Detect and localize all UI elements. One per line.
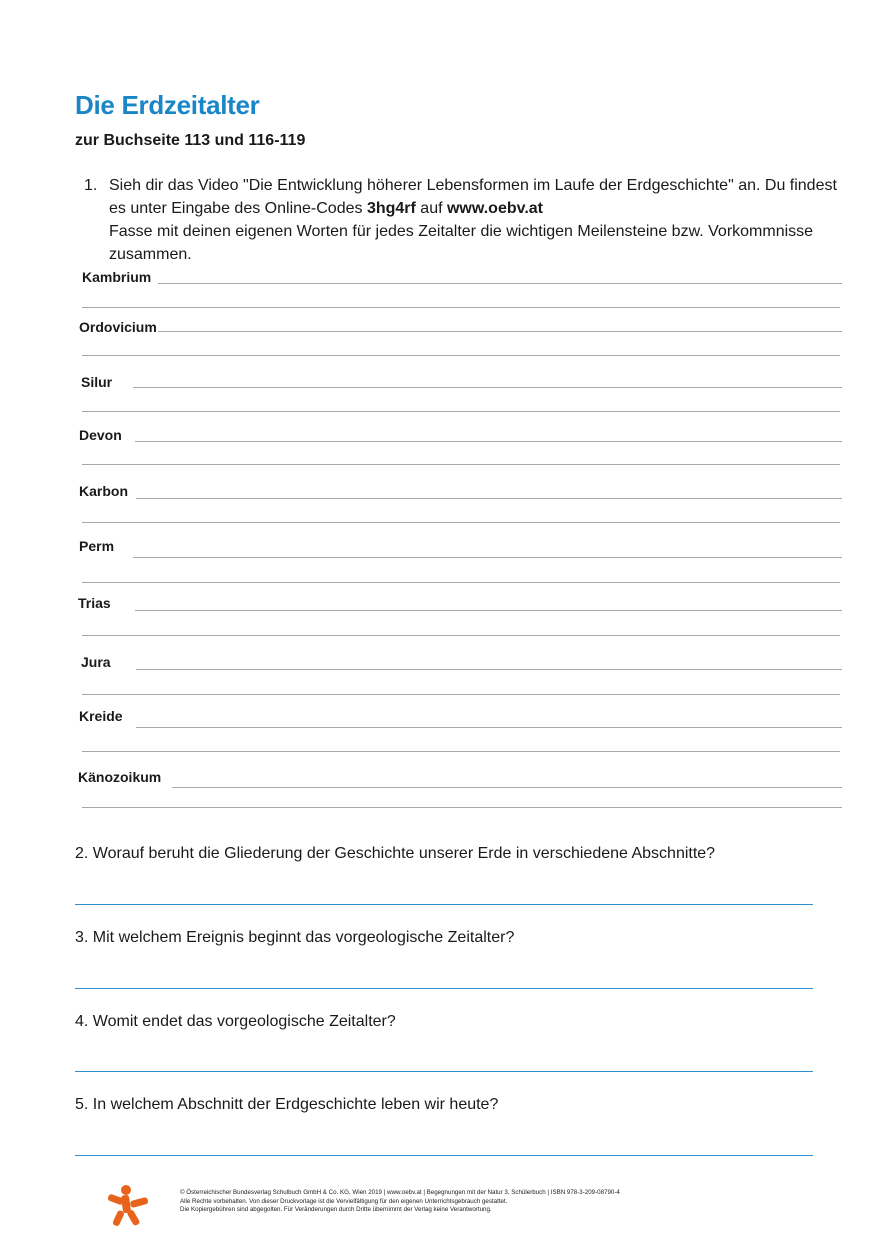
writing-line[interactable]	[133, 387, 842, 388]
writing-line[interactable]	[82, 411, 840, 412]
writing-line[interactable]	[136, 498, 842, 499]
answer-line-4[interactable]	[75, 1071, 813, 1072]
answer-line-2[interactable]	[75, 904, 813, 905]
task-1-text-1: Sieh dir das Video "Die Entwicklung höherer Lebensformen im Laufe der Erdgeschichte" an. Du findest es unter Eingabe des Online-Codes	[109, 177, 837, 217]
era-label: Karbon	[79, 483, 128, 499]
page-subtitle: zur Buchseite 113 und 116-119	[75, 132, 306, 149]
task-1-text-2: auf	[415, 200, 447, 217]
publisher-logo-icon	[105, 1182, 151, 1228]
era-label: Kreide	[79, 708, 123, 724]
era-label: Trias	[78, 595, 111, 611]
footer-line-2: Alle Rechte vorbehalten. Von dieser Druckvorlage ist die Vervielfältigung für den eigenen Unterrichtsgebrauch gestattet.	[180, 1197, 508, 1205]
footer-copyright	[180, 1189, 620, 1215]
writing-line[interactable]	[158, 331, 842, 332]
writing-line[interactable]	[82, 307, 840, 308]
writing-line[interactable]	[82, 635, 840, 636]
writing-line[interactable]	[135, 610, 842, 611]
task-1-instructions	[109, 174, 844, 266]
writing-line[interactable]	[82, 751, 840, 752]
question-3: 3. Mit welchem Ereignis beginnt das vorgeologische Zeitalter?	[75, 929, 515, 946]
answer-line-5[interactable]	[75, 1155, 813, 1156]
era-label: Silur	[81, 374, 113, 390]
answer-line-3[interactable]	[75, 988, 813, 989]
writing-line[interactable]	[136, 669, 842, 670]
era-label: Kambrium	[82, 269, 152, 285]
footer-line-3: Die Kopiergebühren sind abgegolten. Für Veränderungen durch Dritte übernimmt der Verlag keine Verantwortung.	[180, 1206, 492, 1214]
question-2: 2. Worauf beruht die Gliederung der Geschichte unserer Erde in verschiedene Abschnitte?	[75, 845, 716, 862]
era-label: Devon	[79, 427, 122, 443]
writing-line[interactable]	[82, 464, 840, 465]
question-5: 5. In welchem Abschnitt der Erdgeschichte leben wir heute?	[75, 1096, 499, 1113]
era-label: Jura	[81, 654, 111, 670]
task-1-number: 1.	[84, 177, 98, 194]
era-label: Perm	[79, 538, 115, 554]
writing-line[interactable]	[172, 787, 842, 788]
task-1	[84, 174, 844, 266]
era-label: Känozoikum	[78, 769, 162, 785]
writing-line[interactable]	[82, 582, 840, 583]
page-title: Die Erdzeitalter	[75, 90, 260, 120]
online-code: 3hg4rf	[366, 200, 416, 217]
writing-line[interactable]	[135, 441, 842, 442]
writing-line[interactable]	[158, 283, 842, 284]
writing-line[interactable]	[82, 522, 840, 523]
task-1-text-3: Fasse mit deinen eigenen Worten für jedes Zeitalter die wichtigen Meilensteine bzw. Vorkommnisse zusammen.	[109, 223, 814, 263]
writing-line[interactable]	[133, 557, 842, 558]
writing-line[interactable]	[136, 727, 842, 728]
footer-line-1: © Österreichischer Bundesverlag Schulbuch GmbH & Co. KG, Wien 2019 | www.oebv.at | Begegnungen mit der Natur 3, Schülerbuch | ISBN 978-3-209-08790-4	[180, 1189, 620, 1196]
website-url: www.oebv.at	[446, 200, 543, 217]
writing-line[interactable]	[82, 807, 842, 808]
question-4: 4. Womit endet das vorgeologische Zeitalter?	[75, 1013, 396, 1030]
writing-line[interactable]	[82, 355, 840, 356]
era-label: Ordovicium	[79, 319, 157, 335]
writing-line[interactable]	[82, 694, 840, 695]
